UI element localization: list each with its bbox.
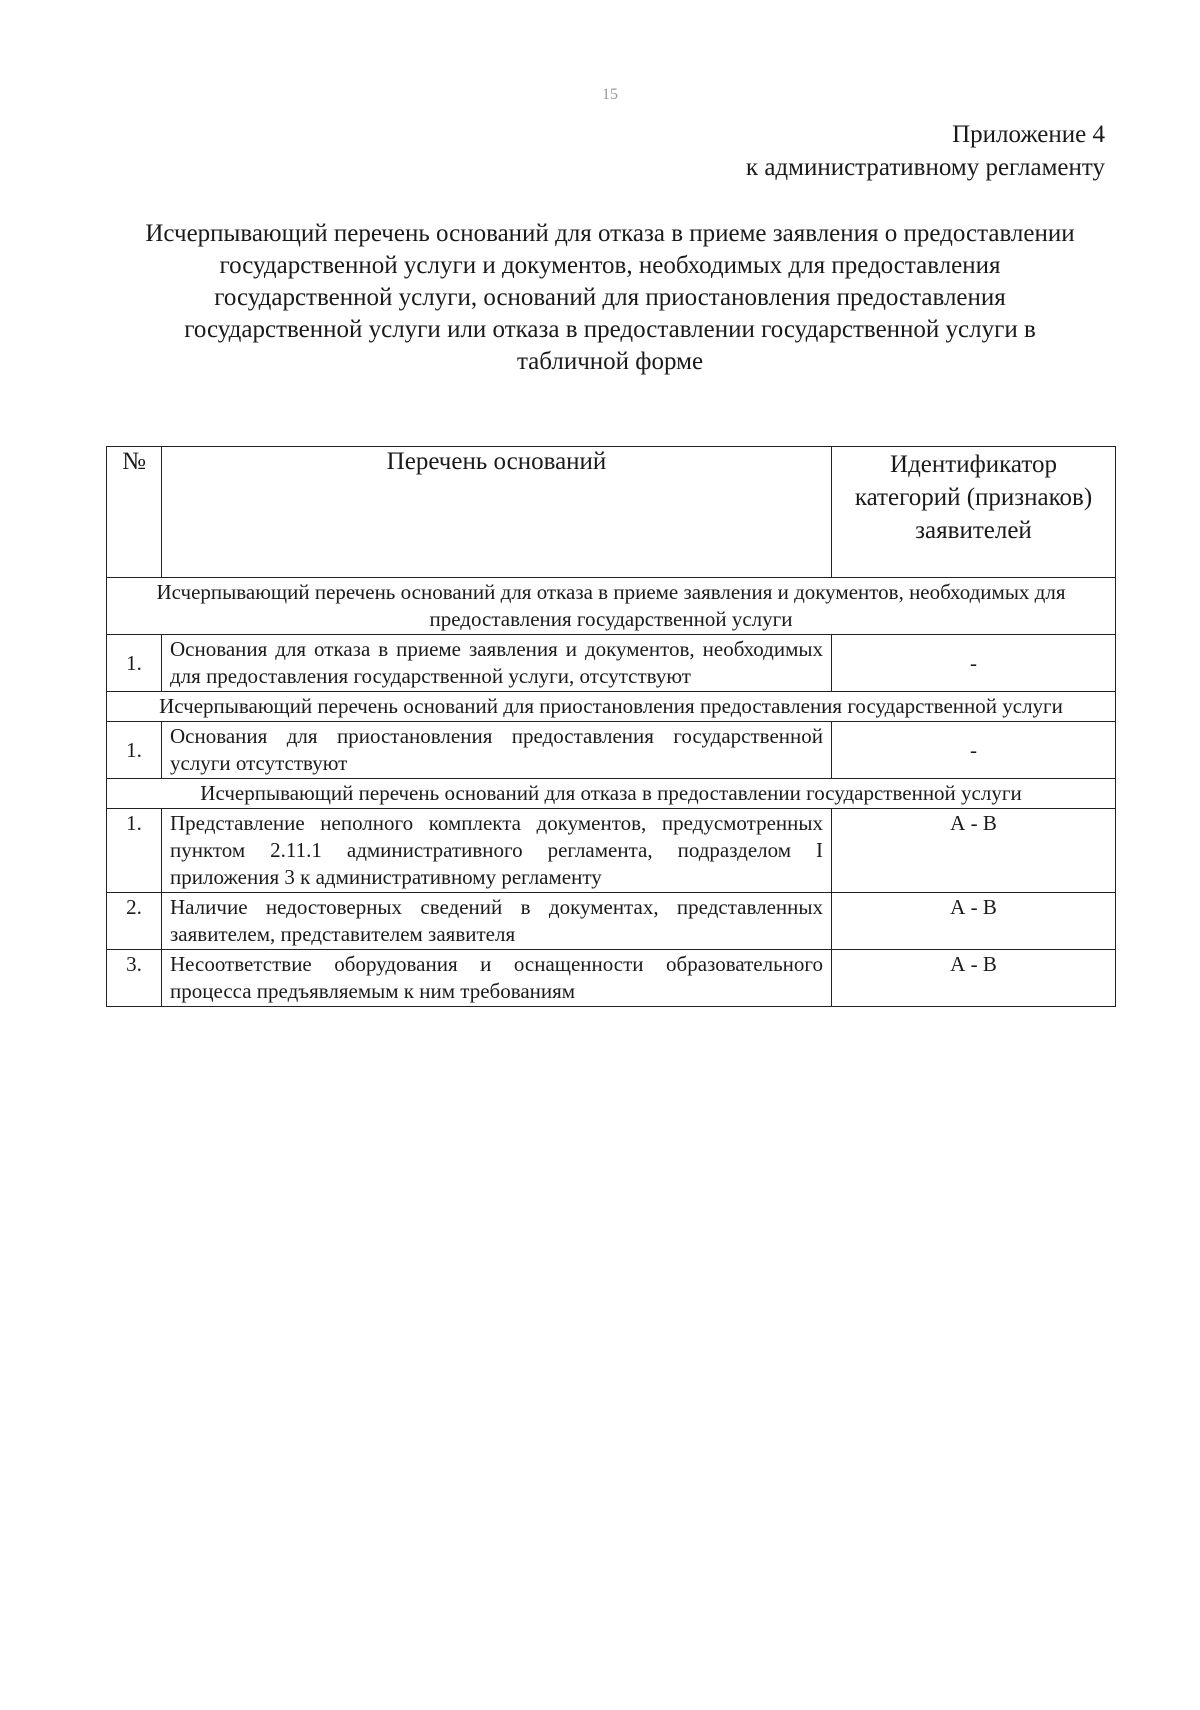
page-number: 15 bbox=[602, 86, 618, 103]
section-title-refusal-acceptance: Исчерпывающий перечень оснований для отказа в приеме заявления и документов, необходимых для предоставления государственной услуги bbox=[107, 578, 1116, 635]
header-applicant-category-id: Идентификатор категорий (признаков) заявителей bbox=[832, 447, 1116, 578]
row-identifier: - bbox=[832, 722, 1116, 779]
row-identifier: А - В bbox=[832, 809, 1116, 893]
section-row bbox=[107, 578, 1116, 635]
header-number: № bbox=[107, 447, 162, 578]
section-row bbox=[107, 779, 1116, 809]
row-text: Основания для приостановления предоставления государственной услуги отсутствуют bbox=[162, 722, 832, 779]
table-row bbox=[107, 635, 1116, 692]
row-number: 3. bbox=[107, 950, 162, 1007]
row-identifier: - bbox=[832, 635, 1116, 692]
section-title-refusal-service: Исчерпывающий перечень оснований для отказа в предоставлении государственной услуги bbox=[107, 779, 1116, 809]
row-number: 1. bbox=[107, 722, 162, 779]
row-number: 1. bbox=[107, 635, 162, 692]
table-row bbox=[107, 893, 1116, 950]
row-text: Основания для отказа в приеме заявления и документов, необходимых для предоставления государственной услуги, отсутствуют bbox=[162, 635, 832, 692]
document-title: Исчерпывающий перечень оснований для отказа в приеме заявления о предоставлении государственной услуги и документов, необходимых для предоставления государственной услуги, оснований для приостановления предоставления государственной услуги или отказа в предоставлении государственной услуги в табличной форме bbox=[145, 220, 1075, 375]
appendix-header bbox=[746, 118, 1105, 184]
table-row bbox=[107, 950, 1116, 1007]
section-title-suspension: Исчерпывающий перечень оснований для приостановления предоставления государственной услуги bbox=[107, 692, 1116, 722]
row-text: Несоответствие оборудования и оснащенности образовательного процесса предъявляемым к ним требованиям bbox=[162, 950, 832, 1007]
appendix-reference: к административному регламенту bbox=[745, 154, 1105, 181]
table-row bbox=[107, 722, 1116, 779]
row-number: 2. bbox=[107, 893, 162, 950]
row-identifier: А - В bbox=[832, 950, 1116, 1007]
grounds-table bbox=[106, 446, 1116, 1007]
row-text: Представление неполного комплекта документов, предусмотренных пунктом 2.11.1 административного регламента, подразделом I приложения 3 к административному регламенту bbox=[162, 809, 832, 893]
header-grounds-list: Перечень оснований bbox=[162, 447, 832, 578]
row-text: Наличие недостоверных сведений в документах, представленных заявителем, представителем заявителя bbox=[162, 893, 832, 950]
row-number: 1. bbox=[107, 809, 162, 893]
table-row bbox=[107, 809, 1116, 893]
section-row bbox=[107, 692, 1116, 722]
row-identifier: А - В bbox=[832, 893, 1116, 950]
appendix-number: Приложение 4 bbox=[952, 121, 1105, 148]
table-header-row bbox=[107, 447, 1116, 578]
